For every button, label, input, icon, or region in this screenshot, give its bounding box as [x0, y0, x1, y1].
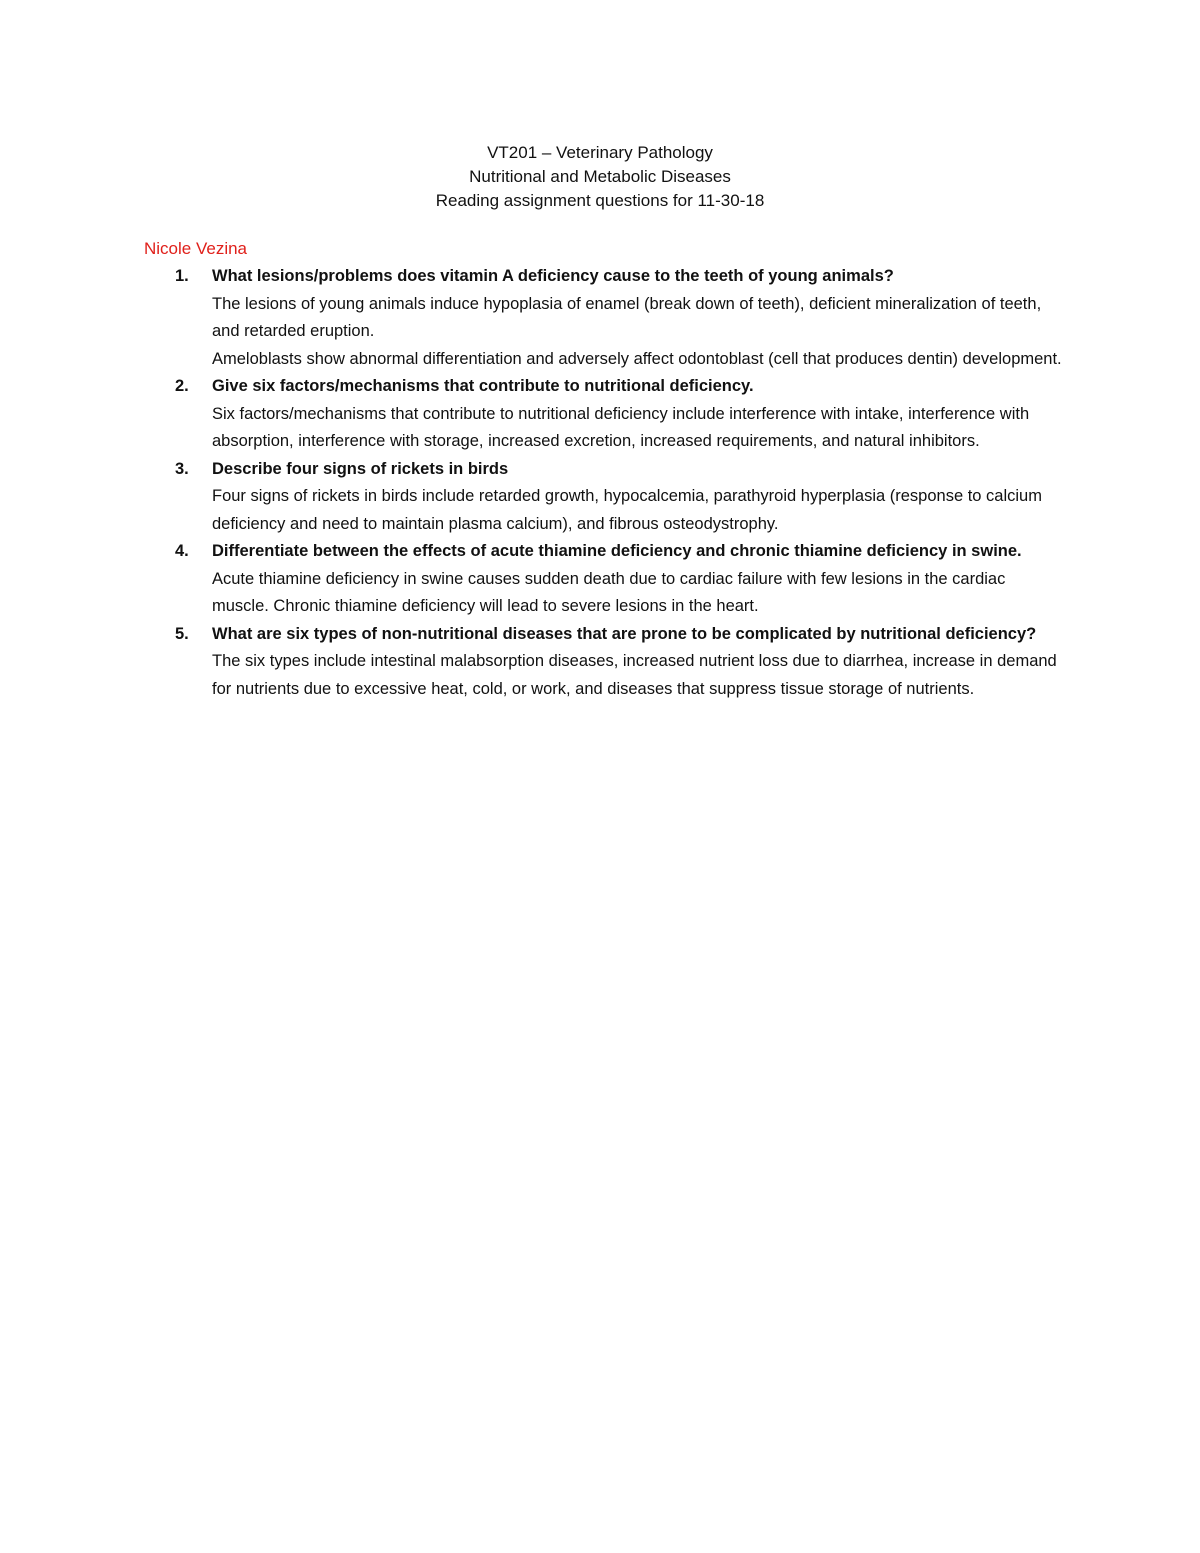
question-item: [144, 456, 1064, 539]
question-text: Differentiate between the effects of acute thiamine deficiency and chronic thiamine deficiency in swine.: [212, 542, 1022, 560]
question-number: 1.: [175, 267, 189, 285]
question-list: [144, 263, 1064, 703]
question-item: [144, 621, 1064, 704]
question-item: [144, 263, 1064, 373]
topic-title: Nutritional and Metabolic Diseases: [469, 167, 731, 186]
question-number: 3.: [175, 459, 189, 478]
answer-text: Six factors/mechanisms that contribute to nutritional deficiency include interference with intake, interference with absorption, interference with storage, increased excretion, increased requirements, and natural inhibitors.: [212, 404, 1030, 450]
answer-text: The six types include intestinal malabsorption diseases, increased nutrient loss due to diarrhea, increase in demand for nutrients due to excessive heat, cold, or work, and diseases that suppress tissue storage of nutrients.: [212, 652, 1057, 698]
answer-text: Acute thiamine deficiency in swine causes sudden death due to cardiac failure with few lesions in the cardiac muscle. Chronic thiamine deficiency will lead to severe lesions in the heart.: [212, 569, 1006, 615]
assignment-title: Reading assignment questions for 11-30-18: [435, 191, 765, 210]
answer-text: Four signs of rickets in birds include retarded growth, hypocalcemia, parathyroid hyperplasia (response to calcium deficiency and need to maintain plasma calcium), and fibrous osteodystrophy.: [212, 487, 1042, 533]
course-title: VT201 – Veterinary Pathology: [487, 143, 713, 162]
question-number: 4.: [175, 542, 189, 560]
answer-text: Ameloblasts show abnormal differentiation and adversely affect odontoblast (cell that produces dentin) development.: [212, 349, 1062, 368]
document-header: [0, 141, 1200, 213]
question-item: [144, 538, 1064, 621]
question-item: [144, 373, 1064, 456]
author-name: Nicole Vezina: [144, 239, 248, 258]
question-number: 5.: [175, 624, 189, 643]
question-text: What lesions/problems does vitamin A deficiency cause to the teeth of young animals?: [212, 267, 894, 285]
question-text: Describe four signs of rickets in birds: [212, 459, 509, 478]
question-text: Give six factors/mechanisms that contribute to nutritional deficiency.: [212, 377, 754, 395]
question-number: 2.: [175, 377, 189, 395]
question-text: What are six types of non-nutritional diseases that are prone to be complicated by nutritional deficiency?: [212, 624, 1037, 643]
answer-text: The lesions of young animals induce hypoplasia of enamel (break down of teeth), deficient mineralization of teeth, and retarded eruption.: [212, 294, 1042, 340]
